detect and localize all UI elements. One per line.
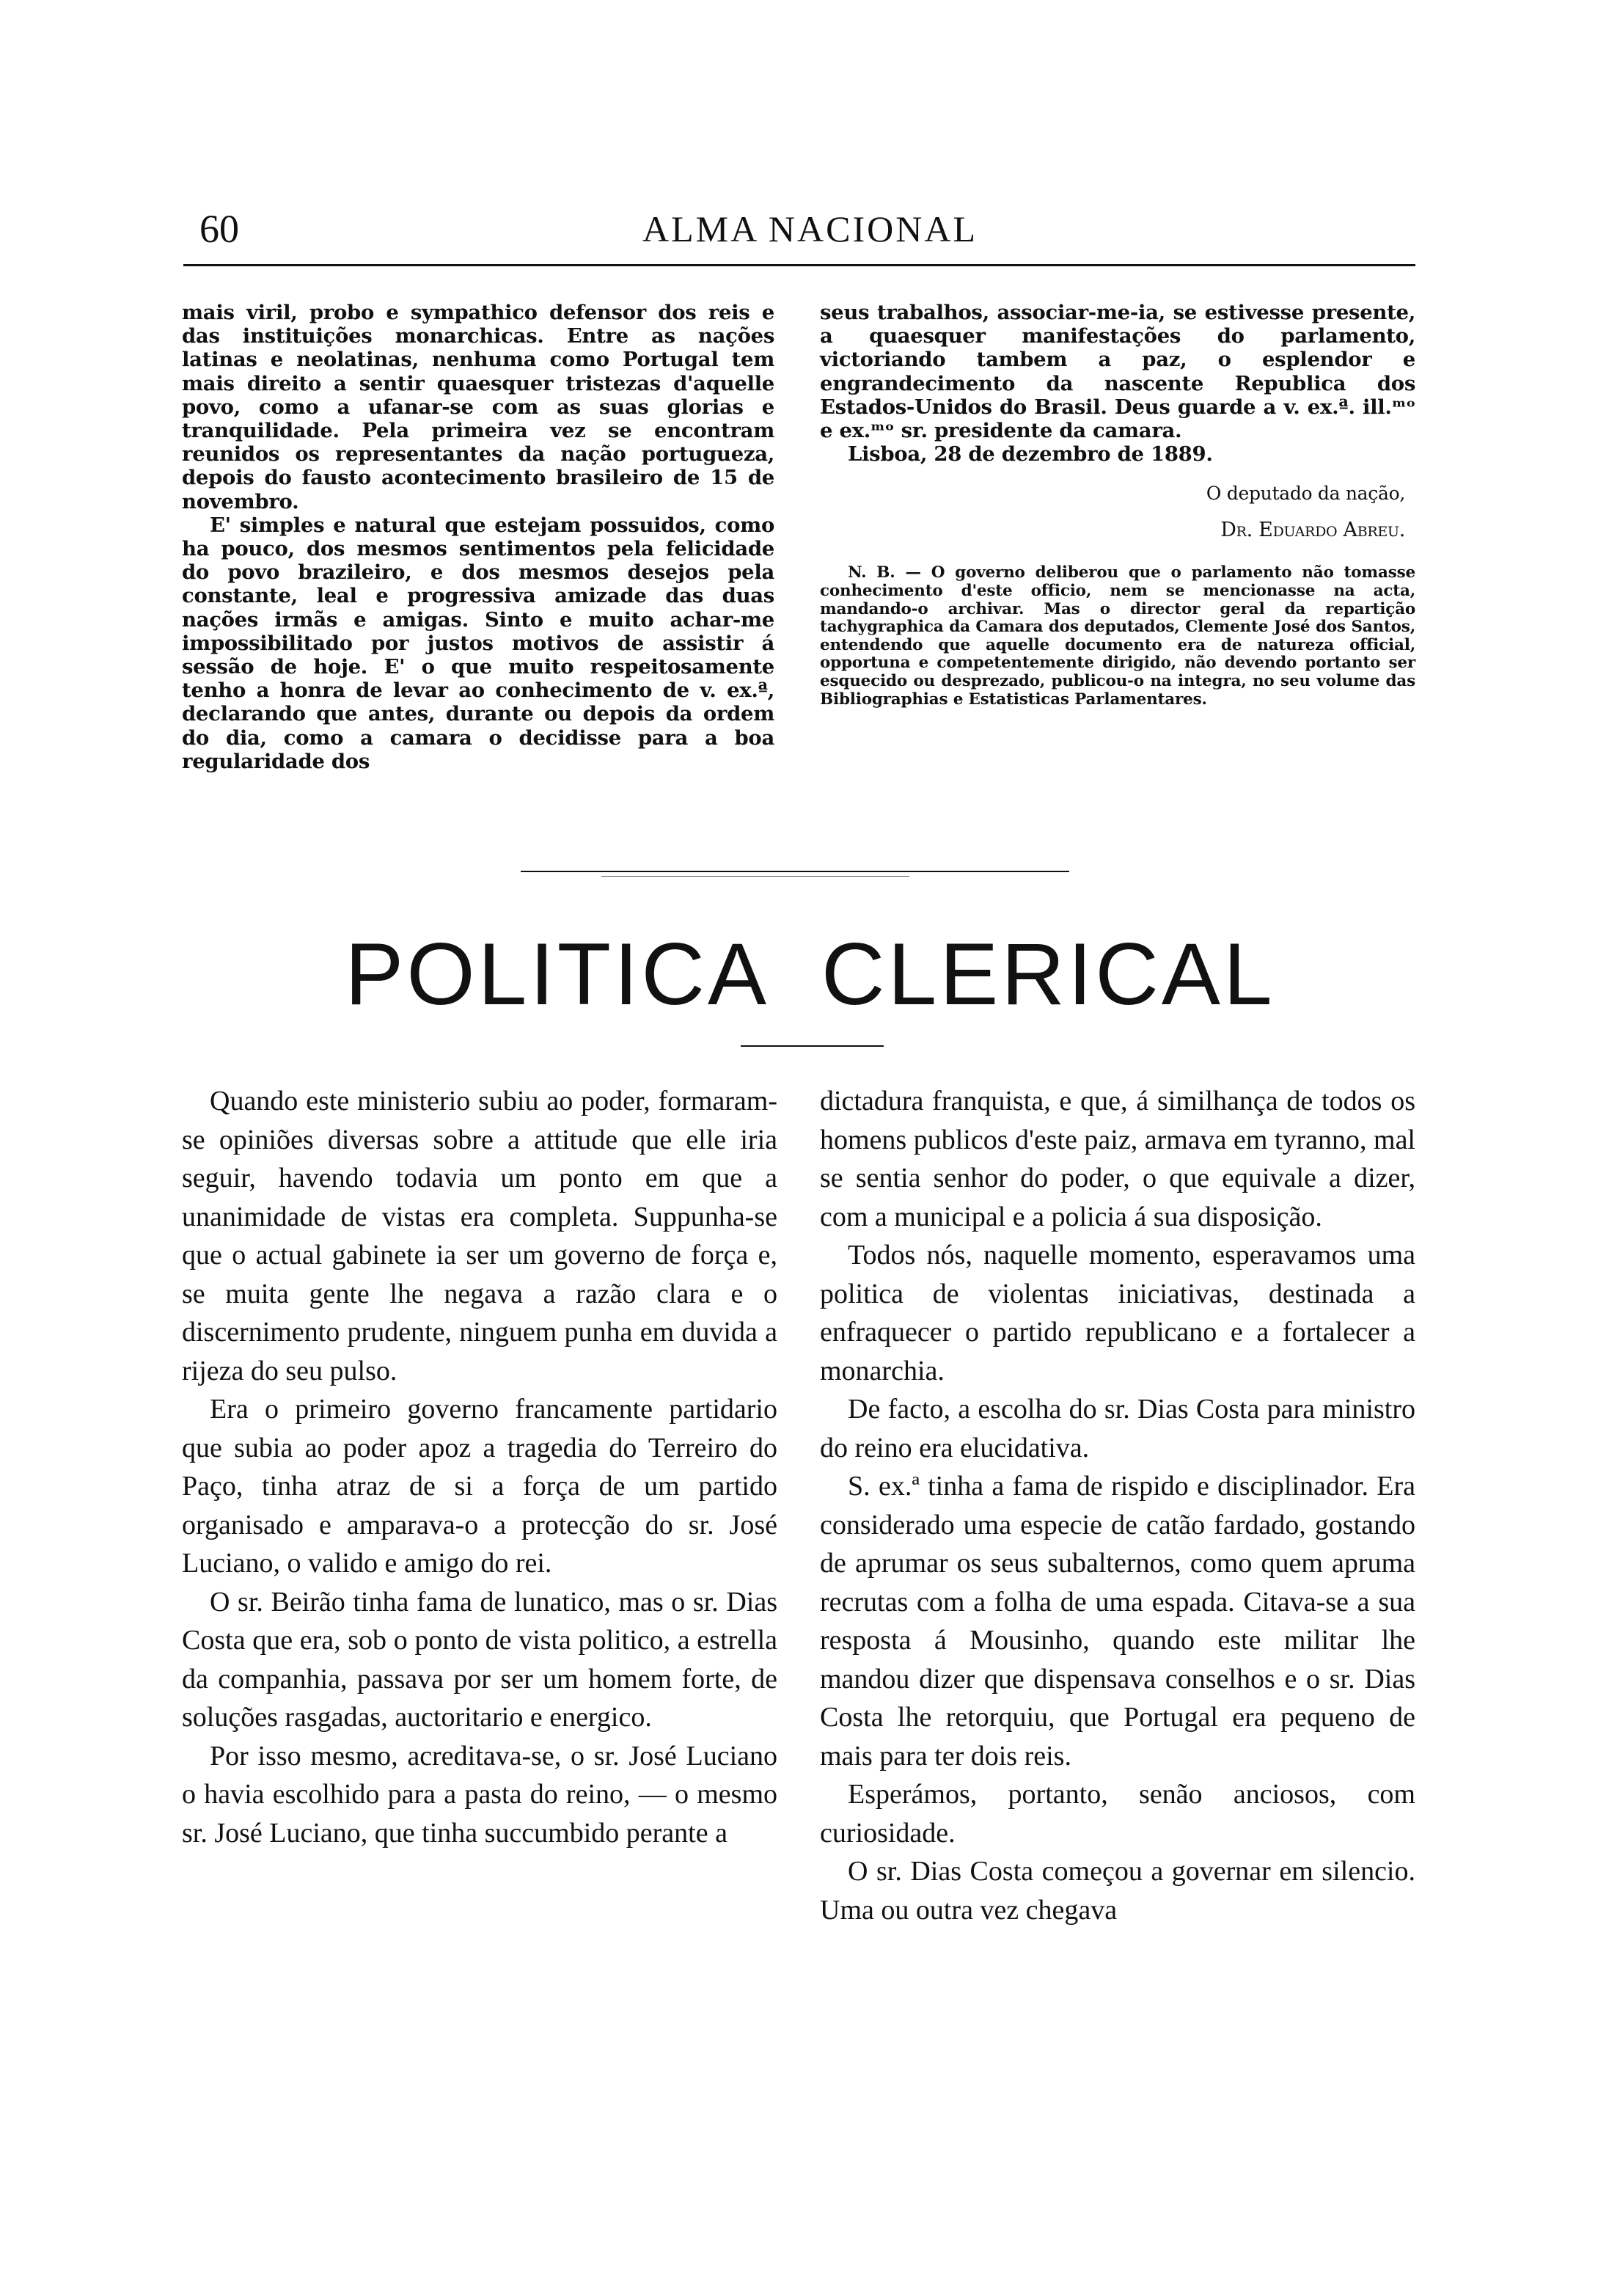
paragraph: Quando este ministerio subiu ao poder, formaram-se opiniões diversas sobre a attitude que elle iria seguir, havendo todavia um ponto em que a unanimidade de vistas era completa. Suppunha-se que o actual gabinete ia ser um governo de força e, se muita gente lhe negava a razão clara e o discernimento prudente, ninguem punha em duvida a rijeza do seu pulso. [182, 1086, 777, 1386]
title-underline-rule [741, 1045, 884, 1047]
section-title: POLITICA CLERICAL [345, 925, 1275, 1023]
lower-right-column [820, 1082, 1415, 1929]
header-rule [183, 264, 1415, 266]
paragraph: mais viril, probo e sympathico defensor dos reis e das instituições monarchicas. Entre as nações latinas e neolatinas, nenhuma como Portugal tem mais direito a sentir quaesquer tristezas d'aquelle povo, como a ufanar-se com as suas glorias e tranquilidade. Pela primeira vez se encontram reunidos os representantes da nação portugueza, depois do fausto acontecimento brasileiro de 15 de novembro. [182, 301, 774, 513]
section-divider-rule [521, 871, 1069, 872]
section-divider-rule-thin [601, 876, 909, 877]
paragraph: Era o primeiro governo francamente partidario que subia ao poder apoz a tragedia do Terreiro do Paço, tinha atraz de si a força de um partido organisado e amparava-o a protecção do sr. José Luciano, o valido e amigo do rei. [182, 1394, 777, 1579]
date-line: Lisboa, 28 de dezembro de 1889. [848, 442, 1213, 467]
page-number: 60 [199, 207, 239, 251]
paragraph: O sr. Dias Costa começou a governar em silencio. Uma ou outra vez chegava [820, 1856, 1415, 1926]
nota-bene: N. B. — O governo deliberou que o parlamento não tomasse conhecimento d'este officio, nem se mencionasse na acta, mandando-o archivar. Mas o director geral da repartição tachygraphica da Camara dos deputados, Clemente José dos Santos, entendendo que aquelle documento era de natureza official, opportuna e competentemente dirigido, não devendo portanto ser esquecido ou desprezado, publicou-o na integra, no seu volume das Bibliographias e Estatisticas Parlamentares. [820, 563, 1415, 709]
paragraph: dictadura franquista, e que, á similhança de todos os homens publicos d'este paiz, armava em tyranno, mal se sentia senhor do poder, o que equivale a dizer, com a municipal e a policia á sua disposição. [820, 1086, 1415, 1232]
paragraph: De facto, a escolha do sr. Dias Costa para ministro do reino era elucidativa. [820, 1394, 1415, 1463]
paragraph: Todos nós, naquelle momento, esperavamos uma politica de violentas iniciativas, destinada a enfraquecer o partido republicano e a fortalecer a monarchia. [820, 1240, 1415, 1386]
paragraph: Esperámos, portanto, senão anciosos, com curiosidade. [820, 1779, 1415, 1849]
signature-role: O deputado da nação, [1206, 483, 1405, 505]
signature-name: Dr. Eduardo Abreu. [1220, 519, 1405, 542]
running-title: ALMA NACIONAL [642, 208, 978, 249]
paragraph: S. ex.ª tinha a fama de rispido e disciplinador. Era considerado uma especie de catão fardado, gostando de aprumar os seus subalternos, como quem apruma recrutas com a folha de uma espada. Citava-se a sua resposta á Mousinho, quando este militar lhe mandou dizer que dispensava conselhos e o sr. Dias Costa lhe retorquiu, que Portugal era pequeno de mais para ter dois reis. [820, 1471, 1415, 1772]
paragraph: Por isso mesmo, acreditava-se, o sr. José Luciano o havia escolhido para a pasta do reino, — o mesmo sr. José Luciano, que tinha succumbido perante a [182, 1740, 777, 1849]
paragraph: seus trabalhos, associar-me-ia, se estivesse presente, a quaesquer manifestações do parlamento, victoriando tambem a paz, o esplendor e engrandecimento da nascente Republica dos Estados-Unidos do Brasil. Deus guarde a v. ex.ª. ill.ᵐᵒ e ex.ᵐᵒ sr. presidente da camara. [820, 301, 1415, 443]
upper-left-column [182, 301, 774, 773]
lower-left-column [182, 1082, 777, 1852]
paragraph: O sr. Beirão tinha fama de lunatico, mas o sr. Dias Costa que era, sob o ponto de vista politico, a estrella da companhia, passava por ser um homem forte, de soluções rasgadas, auctoritario e energico. [182, 1586, 777, 1733]
upper-right-column [820, 301, 1415, 709]
paragraph: E' simples e natural que estejam possuidos, como ha pouco, dos mesmos sentimentos pela felicidade do povo brazileiro, e dos mesmos desejos pela constante, leal e progressiva amizade das duas nações irmãs e amigas. Sinto e muito achar-me impossibilitado por justos motivos de assistir á sessão de hoje. E' o que muito respeitosamente tenho a honra de levar ao conhecimento de v. ex.ª, declarando que antes, durante ou depois da ordem do dia, como a camara o decidisse para a boa regularidade dos [182, 513, 774, 773]
